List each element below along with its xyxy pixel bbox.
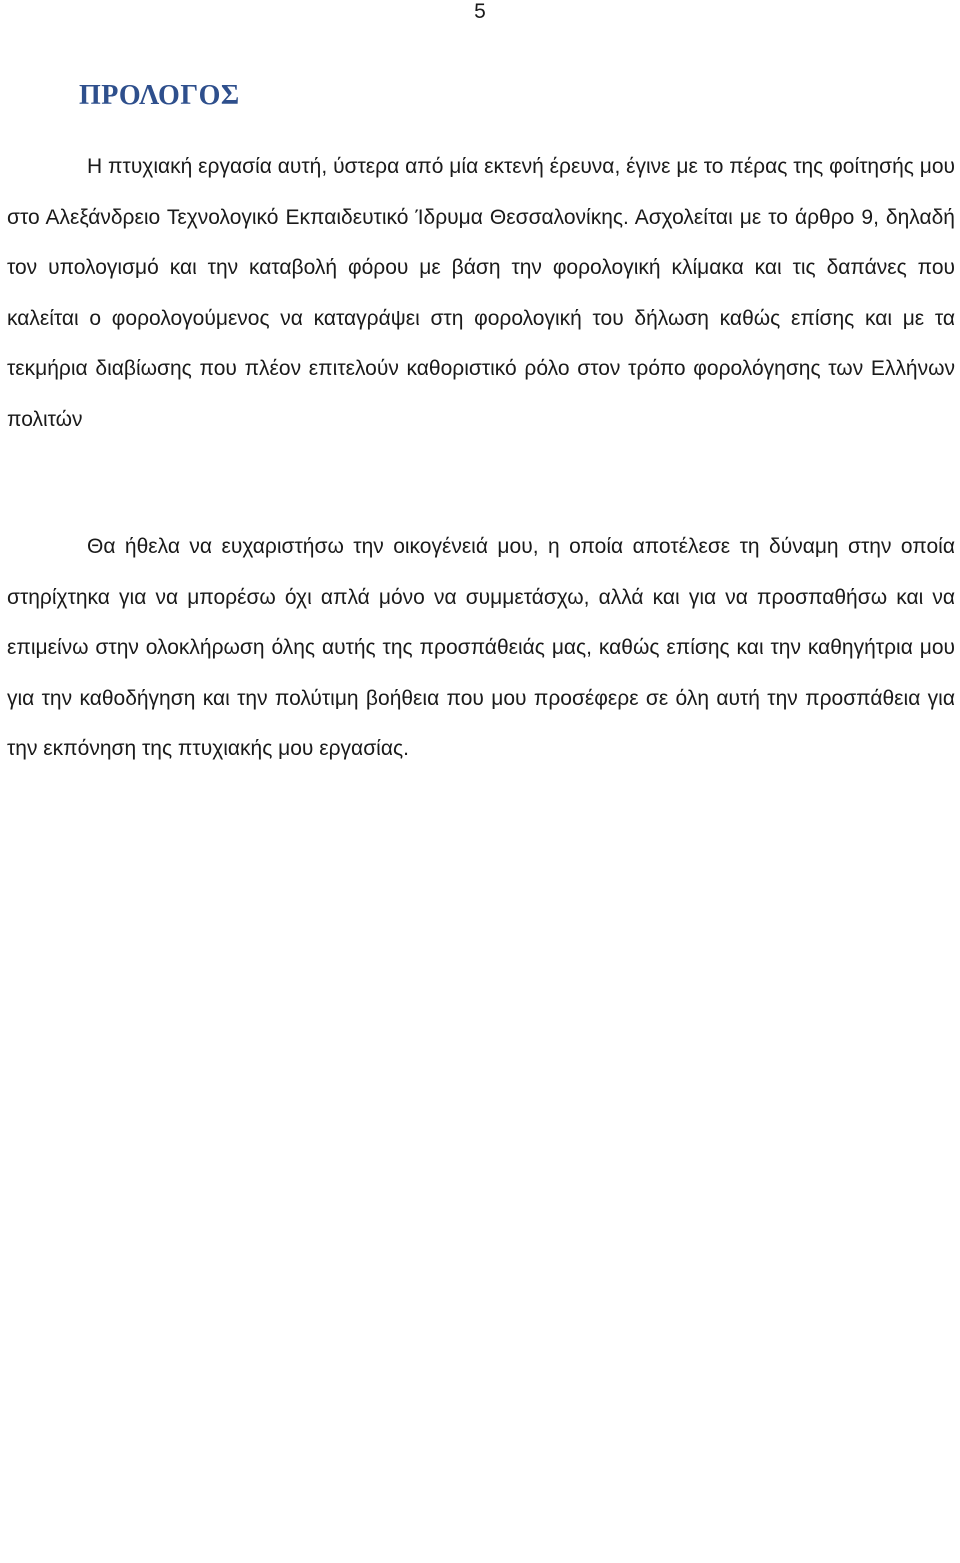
paragraph-acknowledgements: Θα ήθελα να ευχαριστήσω την οικογένειά μου, η οποία αποτέλεσε τη δύναμη στην οποία στηρίχτηκα για να μπορέσω όχι απλά μόνο να συμμετάσχω, αλλά και για να προσπαθήσω και να επιμείνω στην ολοκλήρωση όλης αυτής της προσπάθειάς μας, καθώς επίσης και την καθηγήτρια μου για την καθοδήγηση και την πολύτιμη βοήθεια που μου προσέφερε σε όλη αυτή την προσπάθεια για την εκπόνηση της πτυχιακής μου εργασίας. (7, 535, 955, 761)
paragraph-intro: Η πτυχιακή εργασία αυτή, ύστερα από μία εκτενή έρευνα, έγινε με το πέρας της φοίτησής μου στο Αλεξάνδρειο Τεχνολογικό Εκπαιδευτικό Ίδρυμα Θεσσαλονίκης. Ασχολείται με το άρθρο 9, δηλαδή τον υπολογισμό και την καταβολή φόρου με βάση την φορολογική κλίμακα και τις δαπάνες που καλείται ο φορολογούμενος να καταγράψει στη φορολογική του δήλωση καθώς επίσης και με τα τεκμήρια διαβίωσης που πλέον επιτελούν καθοριστικό ρόλο στον τρόπο φορολόγησης των Ελλήνων πολιτών (7, 155, 955, 431)
page-number: 5 (474, 0, 486, 23)
page-title: ΠΡΟΛΟΓΟΣ (79, 80, 240, 111)
